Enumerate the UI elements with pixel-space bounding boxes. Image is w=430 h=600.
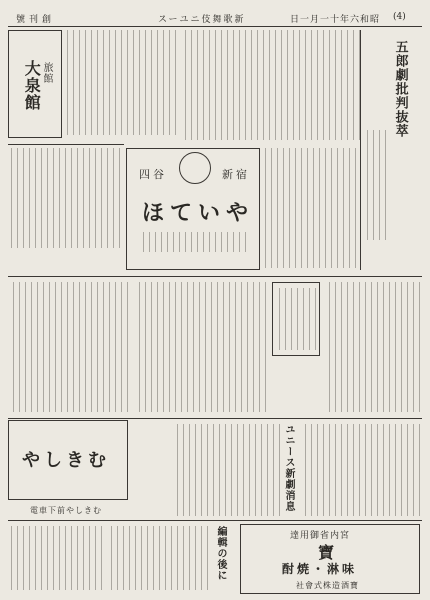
- middle-body-text-left: [10, 282, 128, 412]
- issue-date: 日一月一十年六和昭: [290, 15, 381, 25]
- middle-band-rule: [8, 276, 422, 277]
- shop-logo: [179, 152, 211, 184]
- editor-note-text: [108, 526, 208, 590]
- liquor-product: 酎焼・淋味: [282, 562, 358, 576]
- shop-location-left: 四谷: [139, 168, 167, 181]
- colophon-text: [10, 526, 102, 590]
- inn-name: 大泉館: [22, 60, 42, 111]
- top-body-text-right: [182, 30, 360, 140]
- inn-kind: 旅館: [41, 62, 52, 84]
- critique-heading: 五郎劇批判抜萃: [392, 40, 408, 138]
- bottom-band-rule: [8, 520, 422, 521]
- header-rule: [8, 26, 422, 27]
- section-label: 號刊創: [16, 15, 56, 25]
- liquor-company: 社會式株造酒寶: [296, 581, 359, 590]
- shop-location-right: 新宿: [222, 168, 250, 181]
- tea-ad-name: やしきむ: [22, 450, 110, 471]
- tea-ad-caption: 電車下前やしきむ: [30, 506, 102, 515]
- middle-body-text-center: [134, 282, 266, 412]
- center-right-body-text: [264, 148, 356, 268]
- critique-body-text: [364, 130, 386, 240]
- lower-right-body-text: [300, 424, 420, 516]
- editor-note-heading: 編輯の後に: [215, 526, 226, 581]
- liquor-appointment: 達用御省内宮: [290, 531, 351, 541]
- page-number: (4): [393, 12, 406, 22]
- news-body-text: [176, 424, 280, 516]
- masthead: スーユニ伎舞歌新: [158, 15, 246, 25]
- left-middle-rule: [8, 144, 124, 145]
- lower-band-rule: [8, 418, 422, 419]
- liquor-brand: 寶: [318, 543, 335, 562]
- critique-column-rule: [360, 30, 361, 270]
- shop-phone-lines: [142, 232, 246, 252]
- shop-name: ほていや: [142, 200, 255, 226]
- middle-body-text-right: [326, 282, 420, 412]
- news-heading: ユニース新劇消息: [283, 424, 294, 512]
- middle-inset-text: [276, 288, 316, 350]
- left-middle-body-text: [10, 148, 120, 248]
- top-body-text-left: [66, 30, 176, 135]
